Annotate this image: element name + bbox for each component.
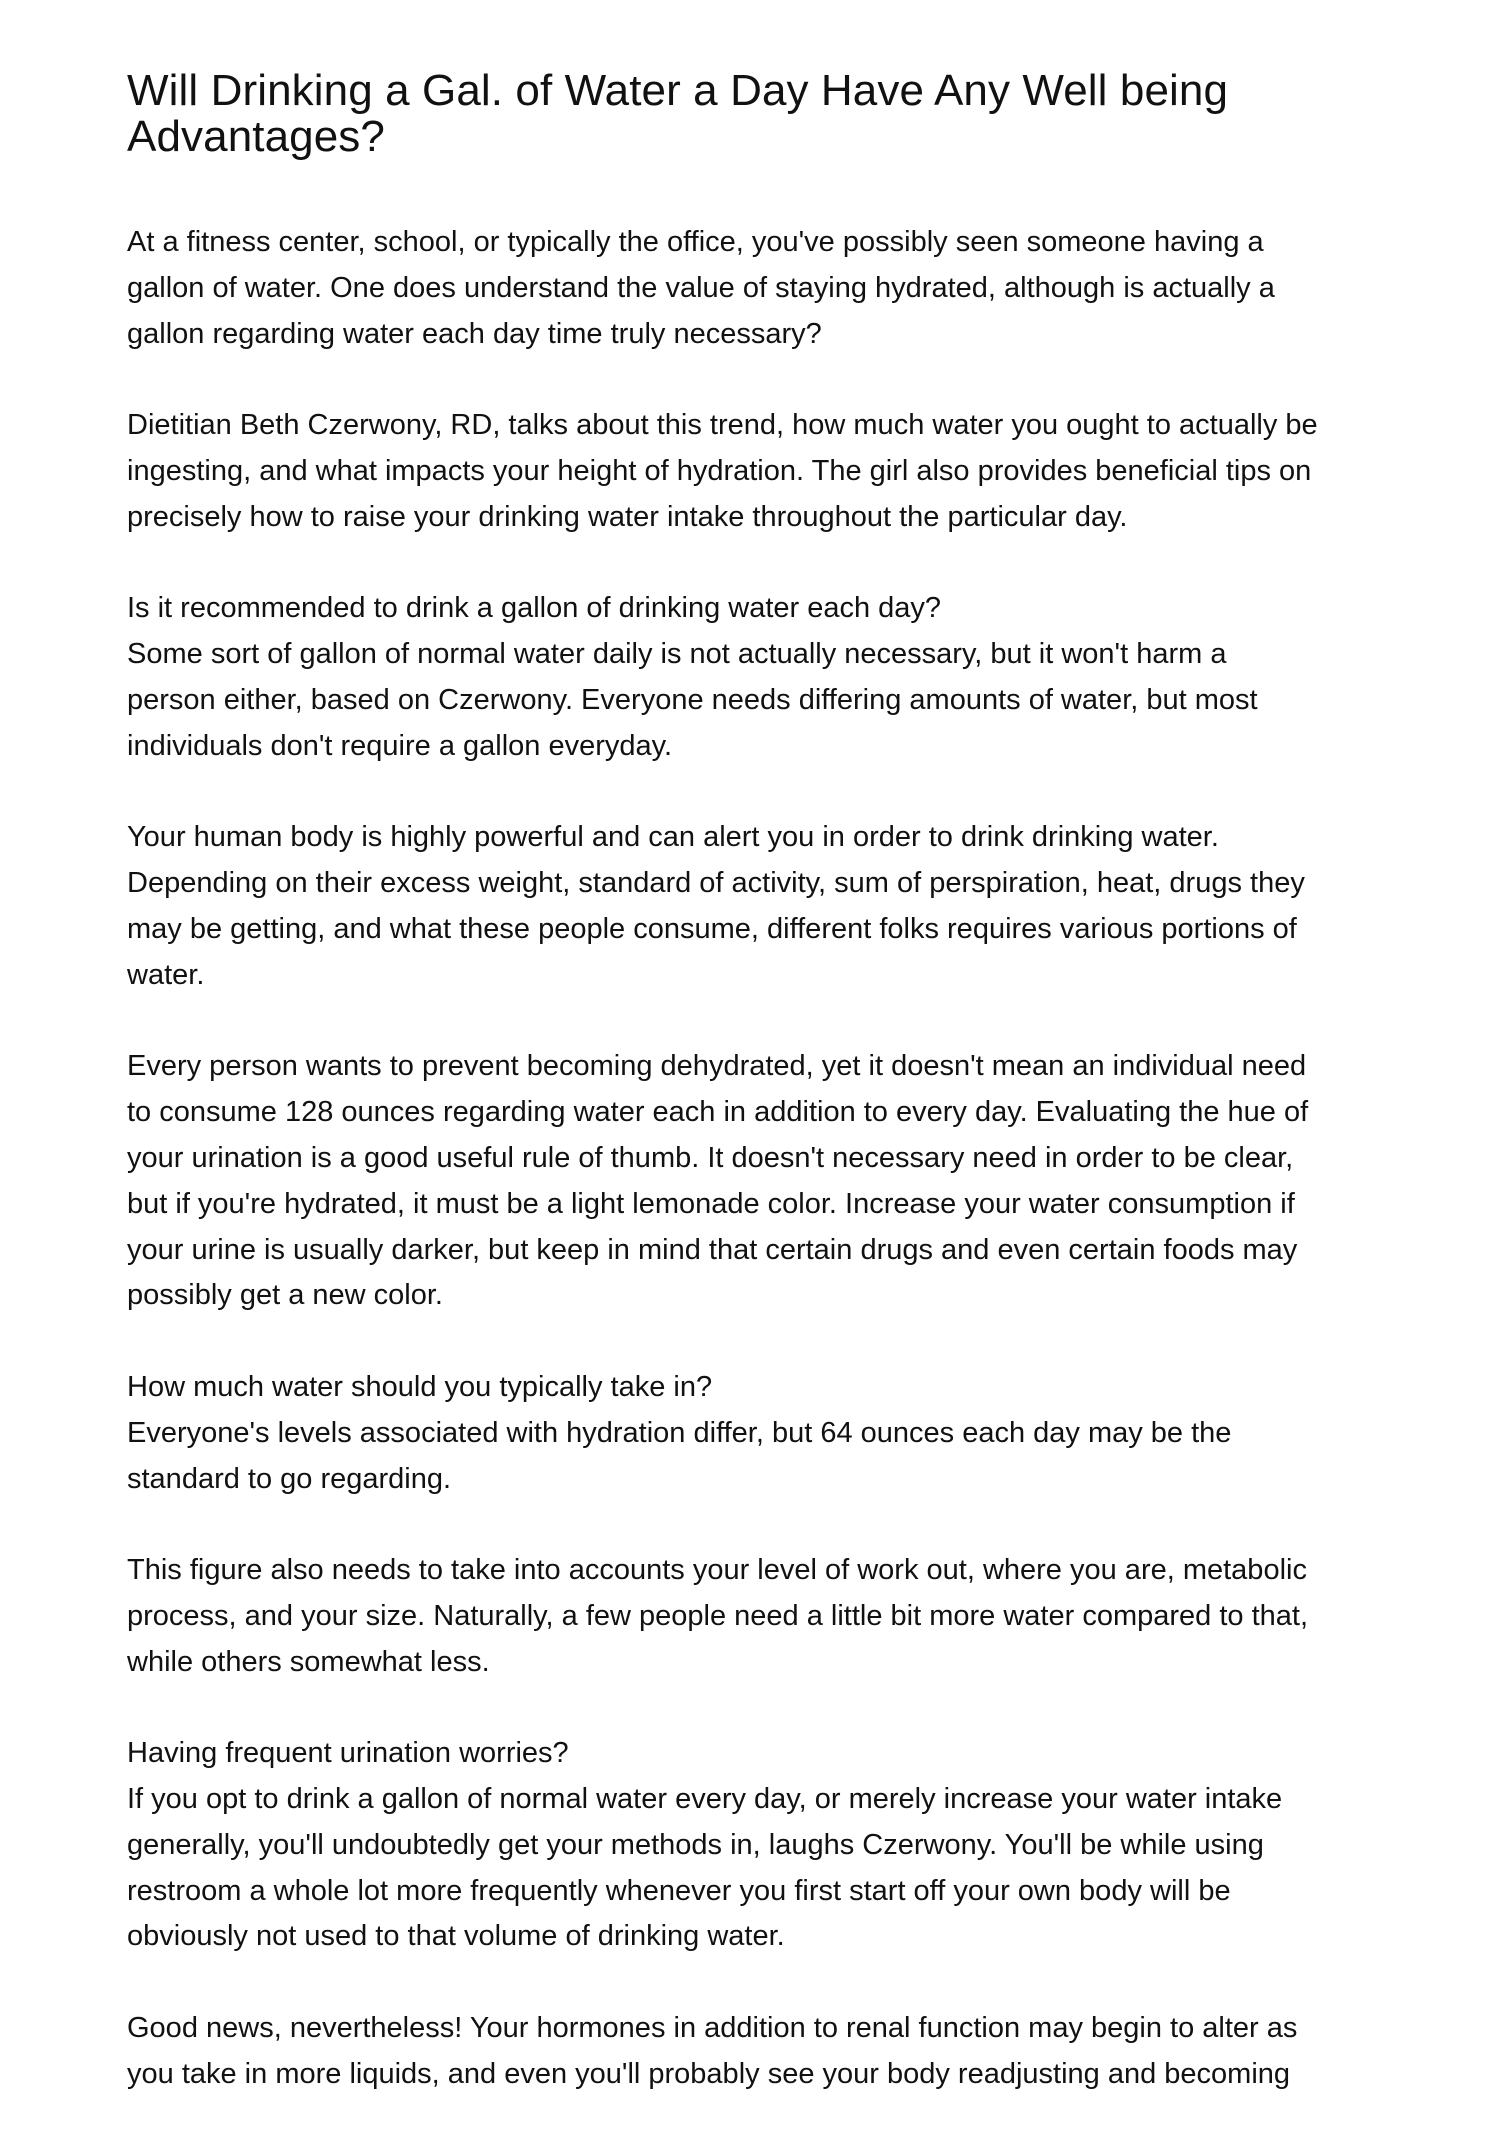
article-body: [127, 220, 1387, 2098]
text-line: gallon of water. One does understand the value of staying hydrated, although is actually a: [127, 271, 1275, 304]
text-line: Every person wants to prevent becoming dehydrated, yet it doesn't mean an individual need: [127, 1050, 1307, 1083]
title-line: Advantages?: [127, 112, 385, 161]
text-line: Everyone's levels associated with hydration differ, but 64 ounces each day may be the: [127, 1416, 1232, 1449]
text-line: Depending on their excess weight, standard of activity, sum of perspiration, heat, drugs they: [127, 867, 1305, 900]
text-line: you take in more liquids, and even you'll probably see your body readjusting and becoming: [127, 2057, 1291, 2090]
text-line: Some sort of gallon of normal water daily is not actually necessary, but it won't harm a: [127, 638, 1227, 671]
text-line: Dietitian Beth Czerwony, RD, talks about this trend, how much water you ought to actually be: [127, 409, 1318, 442]
text-line: your urine is usually darker, but keep in mind that certain drugs and even certain foods may: [127, 1233, 1298, 1266]
text-line: process, and your size. Naturally, a few people need a little bit more water compared to that,: [127, 1599, 1309, 1632]
paragraph: [127, 1044, 1387, 1319]
paragraph: [127, 815, 1387, 998]
paragraph: [127, 403, 1387, 540]
text-line: may be getting, and what these people consume, different folks requires various portions of: [127, 912, 1297, 945]
text-line: individuals don't require a gallon everyday.: [127, 729, 673, 762]
text-line: gallon regarding water each day time truly necessary?: [127, 317, 822, 350]
text-line: If you opt to drink a gallon of normal water every day, or merely increase your water intake: [127, 1783, 1283, 1816]
section-heading: How much water should you typically take in?: [127, 1370, 713, 1403]
text-line: water.: [127, 958, 205, 991]
text-line: standard to go regarding.: [127, 1462, 452, 1495]
text-line: generally, you'll undoubtedly get your methods in, laughs Czerwony. You'll be while using: [127, 1828, 1264, 1861]
text-line: person either, based on Czerwony. Everyone needs differing amounts of water, but most: [127, 683, 1258, 716]
text-line: Your human body is highly powerful and can alert you in order to drink drinking water.: [127, 821, 1219, 854]
title-line: Will Drinking a Gal. of Water a Day Have Any Well being: [127, 66, 1229, 115]
paragraph: [127, 586, 1387, 769]
text-line: restroom a whole lot more frequently whenever you first start off your own body will be: [127, 1874, 1231, 1907]
document-page: [127, 68, 1387, 2143]
section-heading: Is it recommended to drink a gallon of drinking water each day?: [127, 592, 942, 625]
section-heading: Having frequent urination worries?: [127, 1737, 569, 1770]
text-line: precisely how to raise your drinking water intake throughout the particular day.: [127, 500, 1128, 533]
paragraph: [127, 1731, 1387, 1960]
text-line: At a fitness center, school, or typically the office, you've possibly seen someone having a: [127, 226, 1264, 258]
text-line: possibly get a new color.: [127, 1279, 443, 1312]
paragraph: [127, 1548, 1387, 1685]
text-line: but if you're hydrated, it must be a light lemonade color. Increase your water consumption if: [127, 1187, 1295, 1220]
paragraph: [127, 220, 1387, 357]
paragraph: [127, 2006, 1387, 2098]
text-line: obviously not used to that volume of drinking water.: [127, 1920, 785, 1953]
text-line: your urination is a good useful rule of thumb. It doesn't necessary need in order to be clear,: [127, 1141, 1294, 1174]
text-line: to consume 128 ounces regarding water each in addition to every day. Evaluating the hue of: [127, 1096, 1309, 1129]
text-line: Good news, nevertheless! Your hormones in addition to renal function may begin to alter as: [127, 2012, 1298, 2045]
paragraph: [127, 1365, 1387, 1502]
article-title: [127, 68, 1387, 160]
text-line: while others somewhat less.: [127, 1645, 490, 1678]
text-line: This figure also needs to take into accounts your level of work out, where you are, metabolic: [127, 1554, 1307, 1587]
text-line: ingesting, and what impacts your height of hydration. The girl also provides beneficial tips on: [127, 454, 1312, 487]
